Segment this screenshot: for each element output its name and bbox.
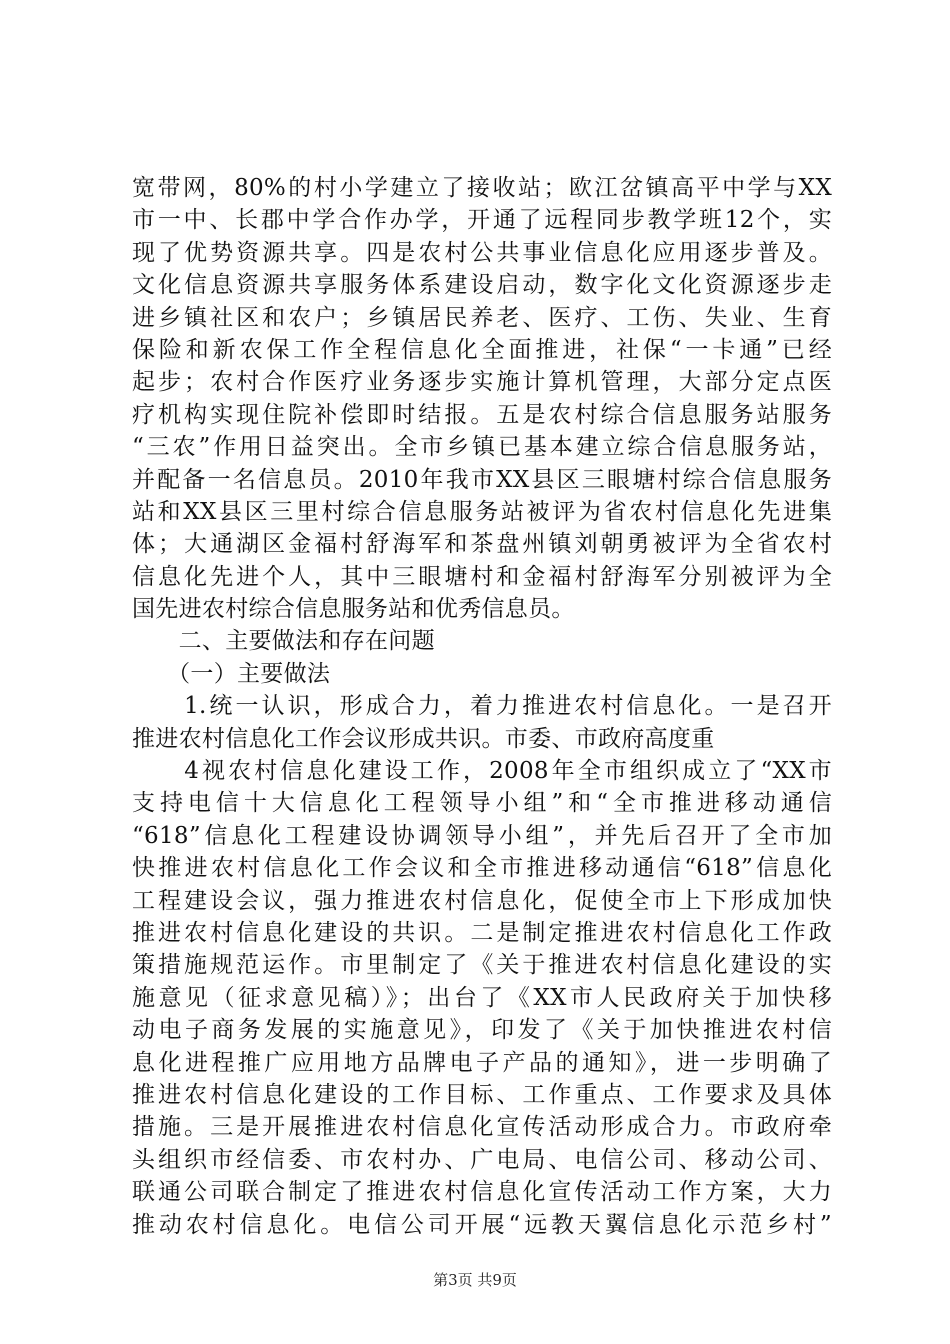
text-line: 头组织市经信委、市农村办、广电局、电信公司、移动公司、	[132, 1146, 832, 1173]
text-line: 体；大通湖区金福村舒海军和茶盘州镇刘朝勇被评为全省农村	[132, 531, 832, 558]
text-line: 息化进程推广应用地方品牌电子产品的通知》，进一步明确了	[132, 1049, 832, 1076]
text-line: 起步；农村合作医疗业务逐步实施计算机管理，大部分定点医	[132, 369, 832, 396]
page-footer: 第3页 共9页	[433, 1271, 517, 1289]
text-line: 工程建设会议，强力推进农村信息化，促使全市上下形成加快	[132, 887, 832, 914]
text-line: 推进农村信息化建设的共识。二是制定推进农村信息化工作政	[132, 919, 832, 946]
text-line: 国先进农村综合信息服务站和优秀信息员。	[132, 596, 575, 623]
text-line: 推动农村信息化。电信公司开展“远教天翼信息化示范乡村”	[132, 1211, 832, 1238]
subsection-heading: （一）主要做法	[132, 660, 331, 687]
text-line: 联通公司联合制定了推进农村信息化宣传活动工作方案，大力	[132, 1179, 832, 1206]
text-line: 措施。三是开展推进农村信息化宣传活动形成合力。市政府牵	[132, 1114, 832, 1141]
text-line: 施意见（征求意见稿）》；出台了《XX市人民政府关于加快移	[132, 984, 832, 1011]
text-line: 推进农村信息化工作会议形成共识。市委、市政府高度重	[132, 725, 715, 752]
text-line: 站和XX县区三里村综合信息服务站被评为省农村信息化先进集	[132, 498, 832, 525]
text-line: 市一中、长郡中学合作办学，开通了远程同步教学班12个，实	[132, 207, 832, 234]
text-line: 动电子商务发展的实施意见》，印发了《关于加快推进农村信	[132, 1017, 832, 1044]
text-line: 疗机构实现住院补偿即时结报。五是农村综合信息服务站服务	[132, 401, 832, 428]
text-line: 信息化先进个人，其中三眼塘村和金福村舒海军分别被评为全	[132, 563, 832, 590]
body-text	[132, 172, 832, 1241]
text-line: 4视农村信息化建设工作，2008年全市组织成立了“XX市	[132, 758, 832, 785]
text-line: “三农”作用日益突出。全市乡镇已基本建立综合信息服务站，	[132, 434, 832, 461]
text-line: “618”信息化工程建设协调领导小组”，并先后召开了全市加	[132, 822, 832, 849]
text-line: 快推进农村信息化工作会议和全市推进移动通信“618”信息化	[132, 855, 832, 882]
text-line: 并配备一名信息员。2010年我市XX县区三眼塘村综合信息服务	[132, 466, 832, 493]
text-line: 策措施规范运作。市里制定了《关于推进农村信息化建设的实	[132, 952, 832, 979]
text-line: 1.统一认识，形成合力，着力推进农村信息化。一是召开	[132, 693, 832, 720]
text-line: 文化信息资源共享服务体系建设启动，数字化文化资源逐步走	[132, 272, 832, 299]
section-heading: 二、主要做法和存在问题	[132, 628, 435, 655]
text-line: 进乡镇社区和农户；乡镇居民养老、医疗、工伤、失业、生育	[132, 304, 832, 331]
text-line: 推进农村信息化建设的工作目标、工作重点、工作要求及具体	[132, 1081, 832, 1108]
text-line: 保险和新农保工作全程信息化全面推进，社保“一卡通”已经	[132, 336, 832, 363]
text-line: 支持电信十大信息化工程领导小组”和“全市推进移动通信	[132, 790, 832, 817]
text-line: 现了优势资源共享。四是农村公共事业信息化应用逐步普及。	[132, 239, 832, 266]
text-line: 宽带网，80%的村小学建立了接收站；欧江岔镇高平中学与XX	[132, 175, 832, 201]
